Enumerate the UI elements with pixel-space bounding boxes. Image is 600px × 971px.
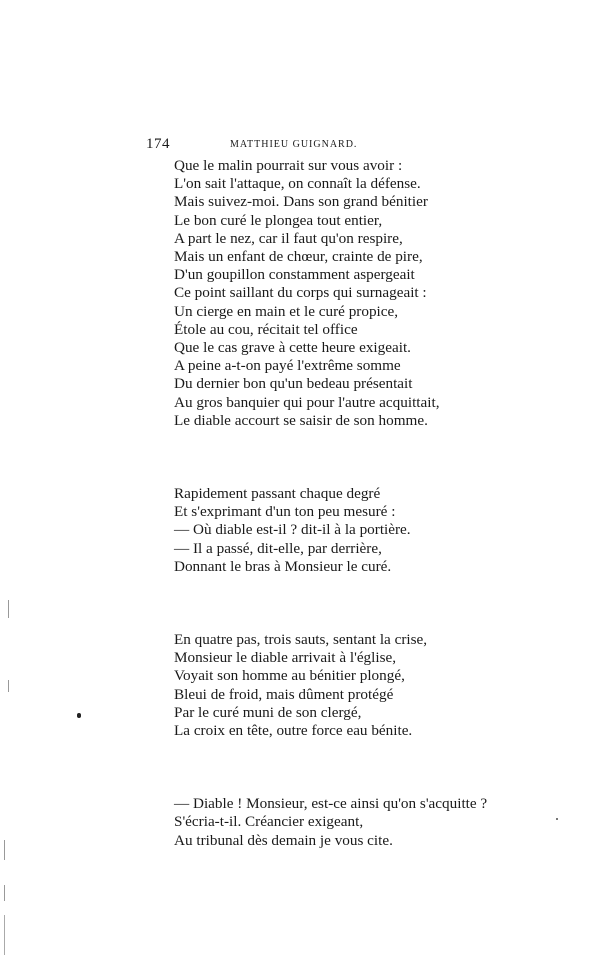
verse-line: Étole au cou, récitait tel office: [174, 320, 358, 338]
page-number: 174: [146, 136, 170, 152]
verse-line: Que le malin pourrait sur vous avoir :: [174, 157, 403, 174]
verse-line: La croix en tête, outre force eau bénite.: [174, 722, 413, 740]
verse-line: S'écria-t-il. Créancier exigeant,: [174, 813, 364, 831]
scan-line: [4, 915, 5, 955]
verse-line: Voyait son homme au bénitier plongé,: [174, 667, 405, 685]
scan-speck: [556, 818, 558, 820]
verse-line: Le diable accourt se saisir de son homme.: [174, 411, 428, 429]
stanza-1: [174, 157, 494, 430]
poem-body: [174, 157, 494, 850]
verse-line: Par le curé muni de son clergé,: [174, 703, 362, 721]
verse-line: Du dernier bon qu'un bedeau présentait: [174, 375, 413, 393]
stanza-2: [174, 485, 494, 576]
running-title: MATTHIEU GUIGNARD.: [230, 139, 358, 150]
verse-line: Le bon curé le plongea tout entier,: [174, 211, 383, 229]
verse-line: A peine a-t-on payé l'extrême somme: [174, 357, 401, 375]
verse-line: Mais suivez-moi. Dans son grand bénitier: [174, 193, 428, 211]
verse-line: — Où diable est-il ? dit-il à la portière.: [174, 521, 411, 539]
verse-line: Et s'exprimant d'un ton peu mesuré :: [174, 503, 396, 521]
verse-line: L'on sait l'attaque, on connaît la défense.: [174, 175, 421, 193]
verse-line: Au gros banquier qui pour l'autre acquittait,: [174, 393, 440, 411]
scan-line: [8, 600, 9, 618]
verse-line: Au tribunal dès demain je vous cite.: [174, 831, 393, 849]
verse-line: Rapidement passant chaque degré: [174, 485, 381, 503]
scan-line: [4, 885, 5, 901]
scan-speck: [77, 713, 81, 718]
verse-line: Mais un enfant de chœur, crainte de pire,: [174, 248, 423, 266]
verse-line: D'un goupillon constamment aspergeait: [174, 266, 415, 284]
verse-line: Ce point saillant du corps qui surnageait :: [174, 284, 427, 302]
scan-line: [4, 840, 5, 860]
verse-line: Monsieur le diable arrivait à l'église,: [174, 649, 397, 667]
verse-line: Donnant le bras à Monsieur le curé.: [174, 557, 392, 575]
stanza-4: [174, 795, 494, 850]
verse-line: — Diable ! Monsieur, est-ce ainsi qu'on s'acquitte ?: [174, 795, 488, 813]
page-header: [146, 136, 480, 156]
verse-line: Que le cas grave à cette heure exigeait.: [174, 339, 411, 357]
stanza-3: [174, 631, 494, 740]
verse-line: Bleui de froid, mais dûment protégé: [174, 685, 394, 703]
scan-line: [8, 680, 9, 692]
verse-line: — Il a passé, dit-elle, par derrière,: [174, 539, 382, 557]
verse-line: En quatre pas, trois sauts, sentant la crise,: [174, 631, 428, 649]
verse-line: Un cierge en main et le curé propice,: [174, 302, 399, 320]
verse-line: A part le nez, car il faut qu'on respire,: [174, 229, 403, 247]
